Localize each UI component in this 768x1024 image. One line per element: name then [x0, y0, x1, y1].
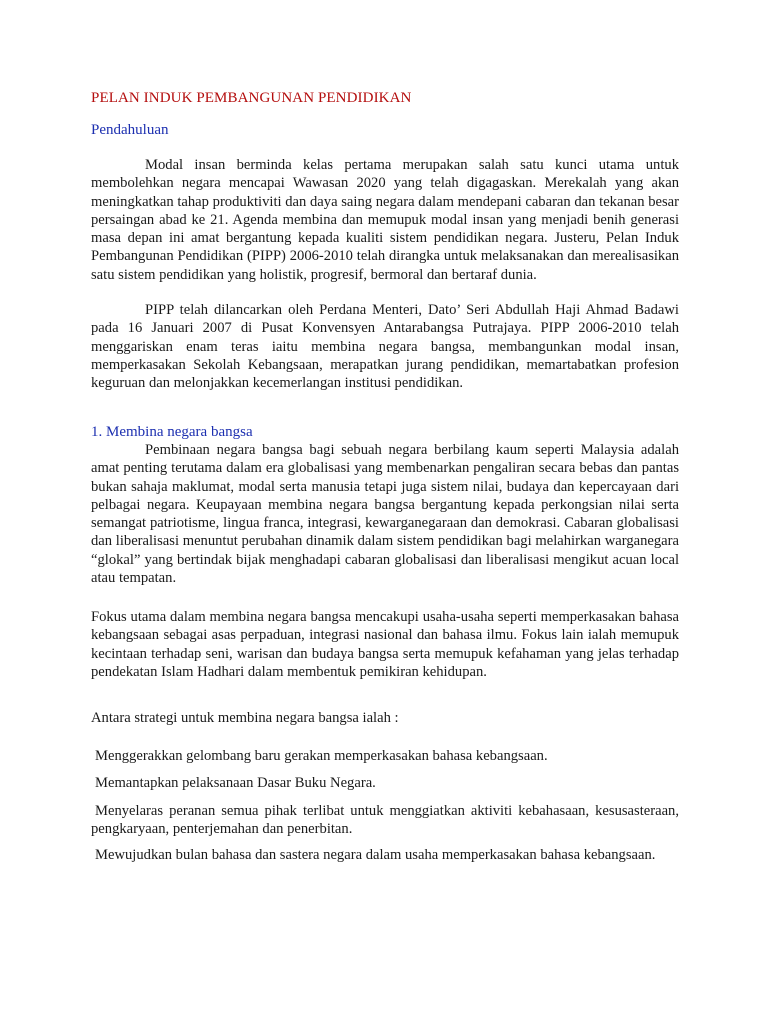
strategy-item: Menggerakkan gelombang baru gerakan memperkasakan bahasa kebangsaan.: [95, 748, 548, 764]
strategy-item: Menyelaras peranan semua pihak terlibat untuk menggiatkan aktiviti kebahasaan, kesusasteraan, pengkaryaan, penterjemahan dan penerbitan.: [91, 802, 679, 837]
section-1-paragraph-2: Fokus utama dalam membina negara bangsa mencakupi usaha-usaha seperti memperkasakan bahasa kebangsaan sebagai asas perpaduan, integrasi nasional dan bahasa ilmu. Fokus lain ialah memupuk kecintaan terhadap seni, warisan dan budaya bangsa serta memupuk kefahaman yang jelas terhadap pendekatan Islam Hadhari dalam membentuk pemikiran kehidupan.: [91, 609, 679, 680]
strategy-item: Memantapkan pelaksanaan Dasar Buku Negara.: [95, 775, 376, 792]
intro-paragraph-1: Modal insan berminda kelas pertama merupakan salah satu kunci utama untuk membolehkan negara mencapai Wawasan 2020 yang telah digagaskan. Merekalah yang akan meningkatkan tahap produktiviti dan daya saing negara dalam mendepani cabaran dan tekanan besar persaingan abad ke 21. Agenda membina dan memupuk modal insan yang menjadi benih generasi masa depan ini amat bergantung kepada kualiti sistem pendidikan negara. Justeru, Pelan Induk Pembangunan Pendidikan (PIPP) 2006-2010 telah dirangka untuk melaksanakan dan merealisasikan satu sistem pendidikan yang holistik, progresif, bermoral dan bertaraf dunia.: [91, 157, 679, 283]
section-1-heading: 1. Membina negara bangsa: [91, 424, 253, 440]
document-title: PELAN INDUK PEMBANGUNAN PENDIDIKAN: [91, 90, 412, 106]
intro-paragraph-2: PIPP telah dilancarkan oleh Perdana Menteri, Dato’ Seri Abdullah Haji Ahmad Badawi pada 16 Januari 2007 di Pusat Konvensyen Antarabangsa Putrajaya. PIPP 2006-2010 telah menggariskan enam teras iaitu membina negara bangsa, membangunkan modal insan, memperkasakan Sekolah Kebangsaan, merapatkan jurang pendidikan, memartabatkan profesion keguruan dan melonjakkan kecemerlangan institusi pendidikan.: [91, 302, 679, 392]
strategies-intro: Antara strategi untuk membina negara bangsa ialah :: [91, 710, 399, 726]
intro-heading: Pendahuluan: [91, 122, 169, 138]
strategy-item: Mewujudkan bulan bahasa dan sastera negara dalam usaha memperkasakan bahasa kebangsaan.: [95, 847, 656, 864]
section-1-paragraph-1: Pembinaan negara bangsa bagi sebuah negara berbilang kaum seperti Malaysia adalah amat penting terutama dalam era globalisasi yang membenarkan pengaliran secara bebas dan pantas bukan sahaja maklumat, modal serta manusia tetapi juga sistem nilai, budaya dan kepercayaan dari pelbagai negara. Keupayaan membina negara bangsa bergantung kepada perkongsian nilai serta semangat patriotisme, lingua franca, integrasi, kewarganegaraan dan demokrasi. Cabaran globalisasi dan liberalisasi menuntut perubahan dinamik dalam sistem pendidikan bagi melahirkan warganegara “glokal” yang bertindak bijak menghadapi cabaran globalisasi dan liberalisasi mengikut acuan local atau tempatan.: [91, 442, 679, 587]
strategies-list: [91, 747, 679, 864]
